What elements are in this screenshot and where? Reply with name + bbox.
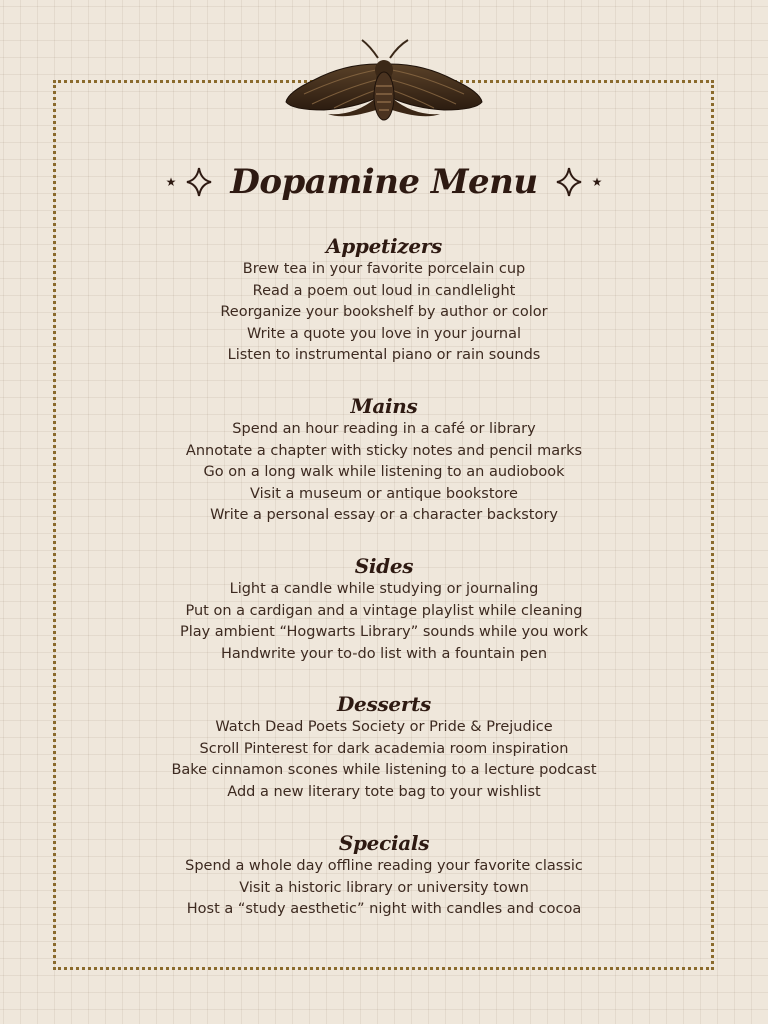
list-item: Add a new literary tote bag to your wishlist (227, 783, 541, 800)
item-list (0, 717, 768, 803)
section-specials (0, 830, 768, 921)
list-item: Put on a cardigan and a vintage playlist while cleaning (185, 602, 583, 619)
list-item: Visit a historic library or university town (239, 879, 529, 896)
list-item: Visit a museum or antique bookstore (250, 485, 518, 502)
section-appetizers (0, 233, 768, 367)
item-list (0, 579, 768, 665)
item-list (0, 856, 768, 921)
section-desserts (0, 691, 768, 803)
list-item: Write a personal essay or a character backstory (210, 507, 558, 523)
page-title: Dopamine Menu (230, 162, 538, 202)
section-heading: Mains (350, 394, 418, 418)
section-mains (0, 393, 768, 527)
list-item: Handwrite your to-do list with a fountain pen (220, 645, 548, 662)
section-heading: Specials (338, 831, 430, 855)
moth-illustration (284, 36, 484, 128)
star-icon: ★ (591, 175, 603, 189)
list-item: Listen to instrumental piano or rain sounds (227, 347, 541, 363)
star-icon: ★ (165, 175, 177, 189)
section-heading: Sides (354, 554, 414, 578)
list-item: Reorganize your bookshelf by author or color (220, 304, 548, 320)
section-sides (0, 553, 768, 665)
list-item: Light a candle while studying or journaling (229, 581, 539, 597)
list-item: Brew tea in your favorite porcelain cup (242, 261, 526, 277)
list-item: Read a poem out loud in candlelight (252, 282, 516, 299)
title-row (0, 156, 768, 208)
section-heading: Appetizers (326, 234, 442, 258)
list-item: Scroll Pinterest for dark academia room inspiration (199, 740, 569, 757)
sparkle-icon (556, 167, 582, 197)
section-heading: Desserts (337, 692, 431, 716)
list-item: Play ambient “Hogwarts Library” sounds while you work (179, 624, 589, 640)
list-item: Spend an hour reading in a café or library (232, 421, 536, 437)
list-item: Host a “study aesthetic” night with candles and cocoa (186, 901, 582, 917)
item-list (0, 419, 768, 527)
list-item: Watch Dead Poets Society or Pride & Prejudice (215, 719, 553, 735)
list-item: Bake cinnamon scones while listening to a lecture podcast (171, 762, 597, 778)
sparkle-icon (186, 167, 212, 197)
list-item: Write a quote you love in your journal (246, 325, 522, 342)
list-item: Spend a whole day offline reading your favorite classic (185, 858, 583, 874)
list-item: Go on a long walk while listening to an audiobook (203, 464, 565, 480)
item-list (0, 259, 768, 367)
list-item: Annotate a chapter with sticky notes and pencil marks (185, 442, 583, 459)
